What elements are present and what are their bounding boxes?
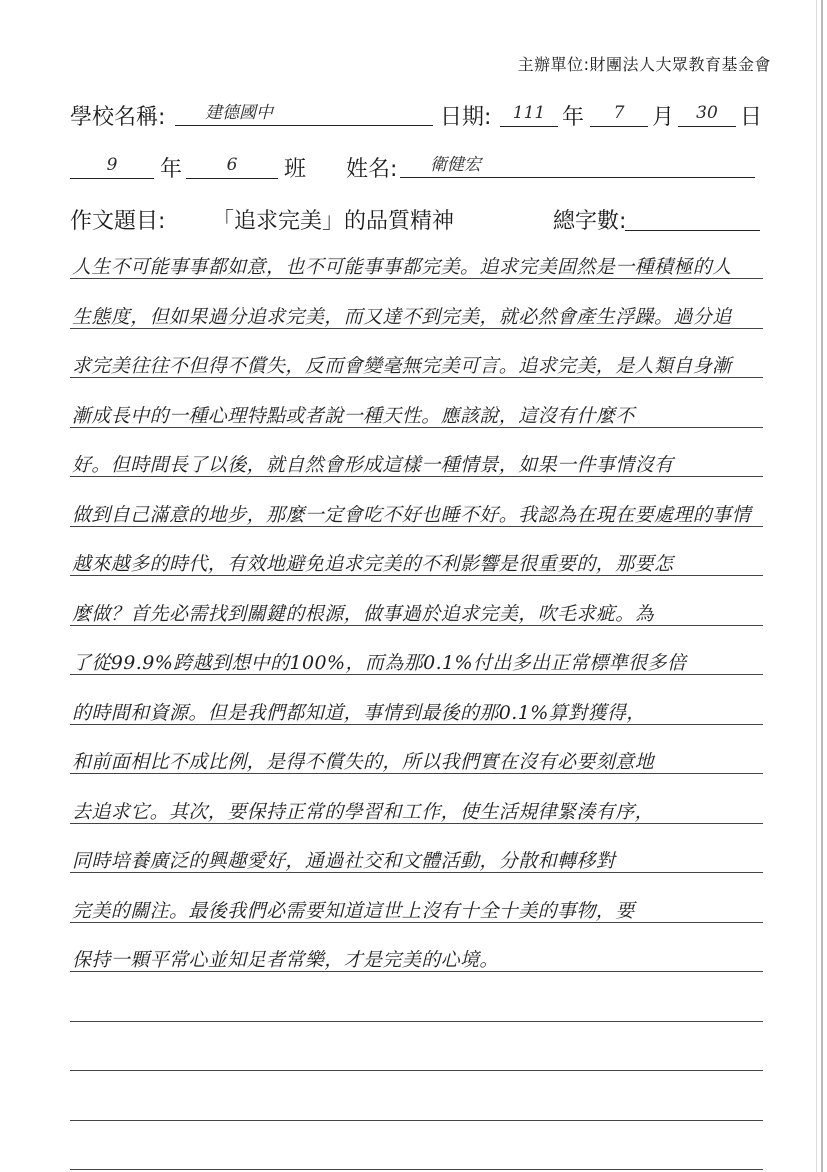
date-day-field[interactable]: 30 [678, 100, 736, 127]
essay-line-text: 了從99.9%跨越到想中的100%，而為那0.1%付出多出正常標準很多倍 [72, 652, 687, 674]
essay-rule-line [70, 575, 763, 576]
essay-rule-line [70, 724, 763, 725]
month-label: 月 [652, 105, 675, 130]
day-label: 日 [740, 105, 763, 130]
essay-rule-line [70, 625, 763, 626]
essay-rule-line [70, 1070, 763, 1071]
essay-rule-line [70, 328, 763, 329]
essay-rule-line [70, 1169, 763, 1170]
essay-rule-line [70, 427, 763, 428]
essay-rule-line [70, 476, 763, 477]
essay-line-text: 麼做？首先必需找到關鍵的根源，做事過於追求完美，吹毛求疵。為 [72, 602, 655, 625]
essay-line-text: 同時培養廣泛的興趣愛好，通過社交和文體活動，分散和轉移對 [72, 850, 616, 872]
essay-line-text: 漸成長中的一種心理特點或者說一種天性。應該說，這沒有什麼不 [72, 404, 635, 427]
essay-line-text: 好。但時間長了以後，就自然會形成這樣一種情景，如果一件事情沒有 [72, 454, 674, 476]
essay-line-text: 保持一顆平常心並知足者常樂，才是完美的心境。 [72, 949, 499, 971]
year-label: 年 [562, 105, 585, 130]
essay-rule-line [70, 823, 763, 824]
sponsor-text: 主辦單位:財團法人大眾教育基金會 [517, 55, 771, 74]
essay-line-text: 越來越多的時代，有效地避免追求完美的不利影響是很重要的，那要怎 [72, 553, 674, 575]
essay-rule-line [70, 377, 763, 378]
wordcount-field[interactable] [625, 204, 760, 231]
scan-edge [821, 0, 823, 1172]
school-field[interactable]: 建德國中 [175, 100, 433, 126]
essay-rule-line [70, 526, 763, 527]
essay-rule-line [70, 773, 763, 774]
name-field[interactable]: 衛健宏 [400, 152, 755, 178]
essay-line-text: 和前面相比不成比例，是得不償失的，所以我們實在沒有必要刻意地 [72, 751, 655, 773]
wordcount-label: 總字數: [553, 209, 627, 234]
essay-rule-line [70, 1120, 763, 1121]
essay-rule-line [70, 971, 763, 972]
essay-line-text: 的時間和資源。但是我們都知道，事情到最後的那0.1%算對獲得， [72, 701, 646, 724]
essay-rule-line [70, 1021, 763, 1022]
class-label: 班 [284, 157, 307, 182]
essay-line-text: 求完美往往不但得不償失，反而會變毫無完美可言。追求完美，是人類自身漸 [72, 355, 732, 377]
essay-rule-line [70, 872, 763, 873]
date-month-field[interactable]: 7 [590, 100, 648, 127]
essay-line-text: 人生不可能事事都如意，也不可能事事都完美。追求完美固然是一種積極的人 [72, 256, 732, 278]
date-label: 日期: [440, 105, 492, 130]
essay-rule-line [70, 674, 763, 675]
essay-line-text: 做到自己滿意的地步，那麼一定會吃不好也睡不好。我認為在現在要處理的事情 [72, 503, 752, 526]
scan-edge-inner [816, 0, 817, 1172]
essay-rule-line [70, 278, 763, 279]
essay-line-text: 生態度，但如果過分追求完美，而又達不到完美，就必然會產生浮躁。過分追 [72, 305, 732, 328]
essay-rule-line [70, 922, 763, 923]
essay-line-text: 去追求它。其次，要保持正常的學習和工作，使生活規律緊湊有序， [72, 800, 655, 823]
topic-title: 「追求完美」的品質精神 [212, 209, 455, 234]
class-field[interactable]: 6 [186, 152, 278, 179]
grade-field[interactable]: 9 [70, 152, 154, 179]
topic-label: 作文題目: [70, 209, 166, 234]
date-year-field[interactable]: 111 [500, 100, 558, 127]
name-label: 姓名: [346, 157, 398, 182]
essay-line-text: 完美的關注。最後我們必需要知道這世上沒有十全十美的事物，要 [72, 899, 635, 922]
school-label: 學校名稱: [70, 105, 166, 130]
grade-label: 年 [160, 157, 183, 182]
